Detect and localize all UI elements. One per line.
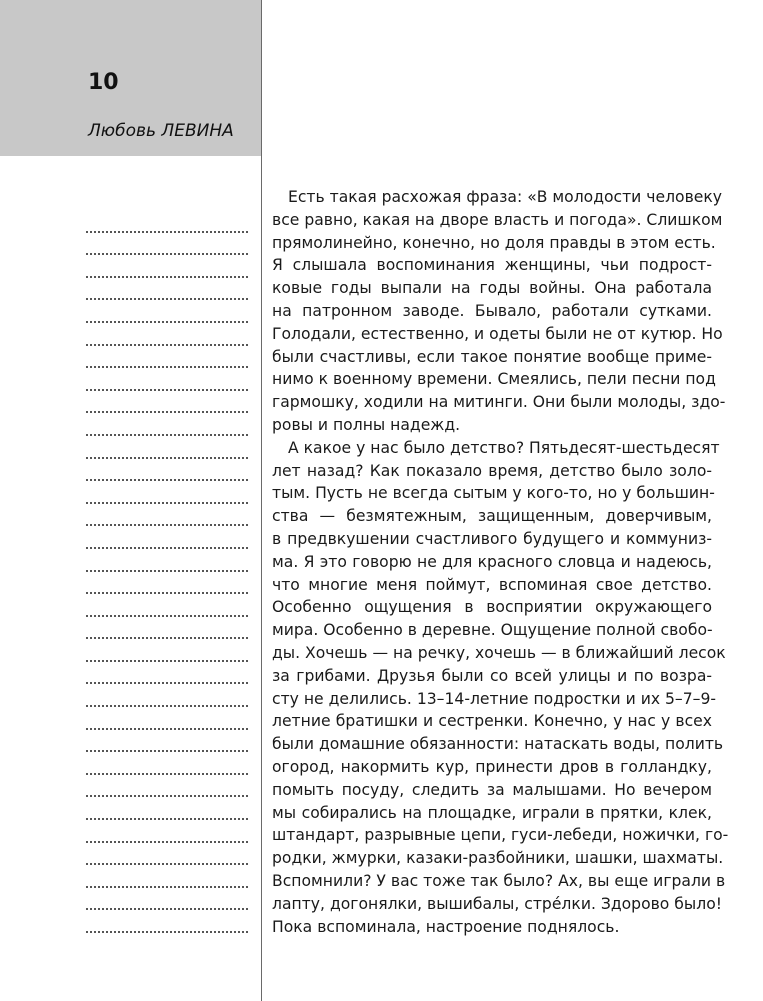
text-line: нимо к военному времени. Смеялись, пели песни под [272, 370, 716, 389]
note-line[interactable] [86, 323, 248, 346]
text-line: мы собирались на площадке, играли в прятки, клек, [272, 803, 712, 822]
paragraph [272, 186, 726, 437]
text-line: Особенно ощущения в восприятии окружающего [272, 598, 712, 617]
body-text [272, 186, 729, 938]
text-line: Вспомнили? У вас тоже так было? Ах, вы еще играли в [272, 871, 726, 890]
note-line[interactable] [86, 594, 248, 617]
paragraph [272, 437, 729, 939]
note-line[interactable] [86, 707, 248, 730]
note-line[interactable] [86, 775, 248, 798]
note-line[interactable] [86, 210, 248, 233]
text-line: А какое у нас было детство? Пятьдесят-шестьдесят [288, 438, 720, 457]
text-line: на патронном заводе. Бывало, работали сутками. [272, 301, 712, 320]
text-line: за грибами. Друзья были со всей улицы и по возра- [272, 666, 712, 685]
note-line[interactable] [86, 391, 248, 414]
note-line[interactable] [86, 413, 248, 436]
text-line: штандарт, разрывные цепи, гуси-лебеди, ножички, го- [272, 826, 729, 845]
text-line: все равно, какая на дворе власть и погода». Слишком [272, 210, 723, 229]
text-line: прямолинейно, конечно, но доля правды в этом есть. [272, 233, 716, 252]
text-line: были счастливы, если такое понятие вообще приме- [272, 347, 712, 366]
text-line: лапту, догонялки, вышибалы, стре́лки. Здорово было! [272, 894, 722, 913]
note-line[interactable] [86, 346, 248, 369]
text-line: летние братишки и сестренки. Конечно, у нас у всех [272, 712, 712, 731]
note-line[interactable] [86, 504, 248, 527]
text-line: ма. Я это говорю не для красного словца и надеюсь, [272, 552, 712, 571]
note-line[interactable] [86, 572, 248, 595]
text-line: сту не делились. 13–14-летние подростки и их 5–7–9- [272, 689, 716, 708]
note-line[interactable] [86, 662, 248, 685]
note-line[interactable] [86, 278, 248, 301]
text-line: ковые годы выпали на годы войны. Она работала [272, 279, 712, 298]
text-line: огород, накормить кур, принести дров в голландку, [272, 757, 712, 776]
text-line: родки, жмурки, казаки-разбойники, шашки, шахматы. [272, 849, 724, 868]
note-line[interactable] [86, 255, 248, 278]
text-line: Пока вспоминала, настроение поднялось. [272, 917, 620, 936]
text-line: были домашние обязанности: натаскать воды, полить [272, 735, 724, 754]
text-line: ровы и полны надежд. [272, 415, 461, 434]
text-line: Я слышала воспоминания женщины, чьи подрост- [272, 256, 712, 275]
text-line: в предвкушении счастливого будущего и коммуниз- [272, 529, 712, 548]
note-line[interactable] [86, 865, 248, 888]
text-line: тым. Пусть не всегда сытым у кого-то, но у большин- [272, 484, 715, 503]
note-line[interactable] [86, 797, 248, 820]
note-line[interactable] [86, 436, 248, 459]
note-line[interactable] [86, 481, 248, 504]
note-line[interactable] [86, 639, 248, 662]
note-line[interactable] [86, 888, 248, 911]
note-line[interactable] [86, 843, 248, 866]
text-line: лет назад? Как показало время, детство было золо- [272, 461, 712, 480]
note-line[interactable] [86, 368, 248, 391]
note-line[interactable] [86, 549, 248, 572]
text-line: мира. Особенно в деревне. Ощущение полной свобо- [272, 621, 713, 640]
note-line[interactable] [86, 684, 248, 707]
vertical-divider [261, 0, 262, 1001]
notes-lines [86, 210, 248, 933]
text-line: гармошку, ходили на митинги. Они были молоды, здо- [272, 393, 726, 412]
note-line[interactable] [86, 820, 248, 843]
note-line[interactable] [86, 459, 248, 482]
text-line: Есть такая расхожая фраза: «В молодости человеку [288, 188, 723, 206]
author-name: Любовь ЛЕВИНА [88, 121, 234, 141]
page-number: 10 [88, 70, 119, 95]
note-line[interactable] [86, 752, 248, 775]
note-line[interactable] [86, 730, 248, 753]
note-line[interactable] [86, 526, 248, 549]
text-line: что многие меня поймут, вспоминая свое детство. [272, 575, 712, 594]
text-line: помыть посуду, следить за малышами. Но вечером [272, 780, 712, 799]
note-line[interactable] [86, 910, 248, 933]
note-line[interactable] [86, 300, 248, 323]
note-line[interactable] [86, 233, 248, 256]
text-line: ды. Хочешь — на речку, хочешь — в ближайший лесок [272, 643, 726, 662]
note-line[interactable] [86, 617, 248, 640]
text-line: Голодали, естественно, и одеты были не от кутюр. Но [272, 324, 723, 343]
text-line: ства — безмятежным, защищенным, доверчивым, [272, 507, 712, 526]
